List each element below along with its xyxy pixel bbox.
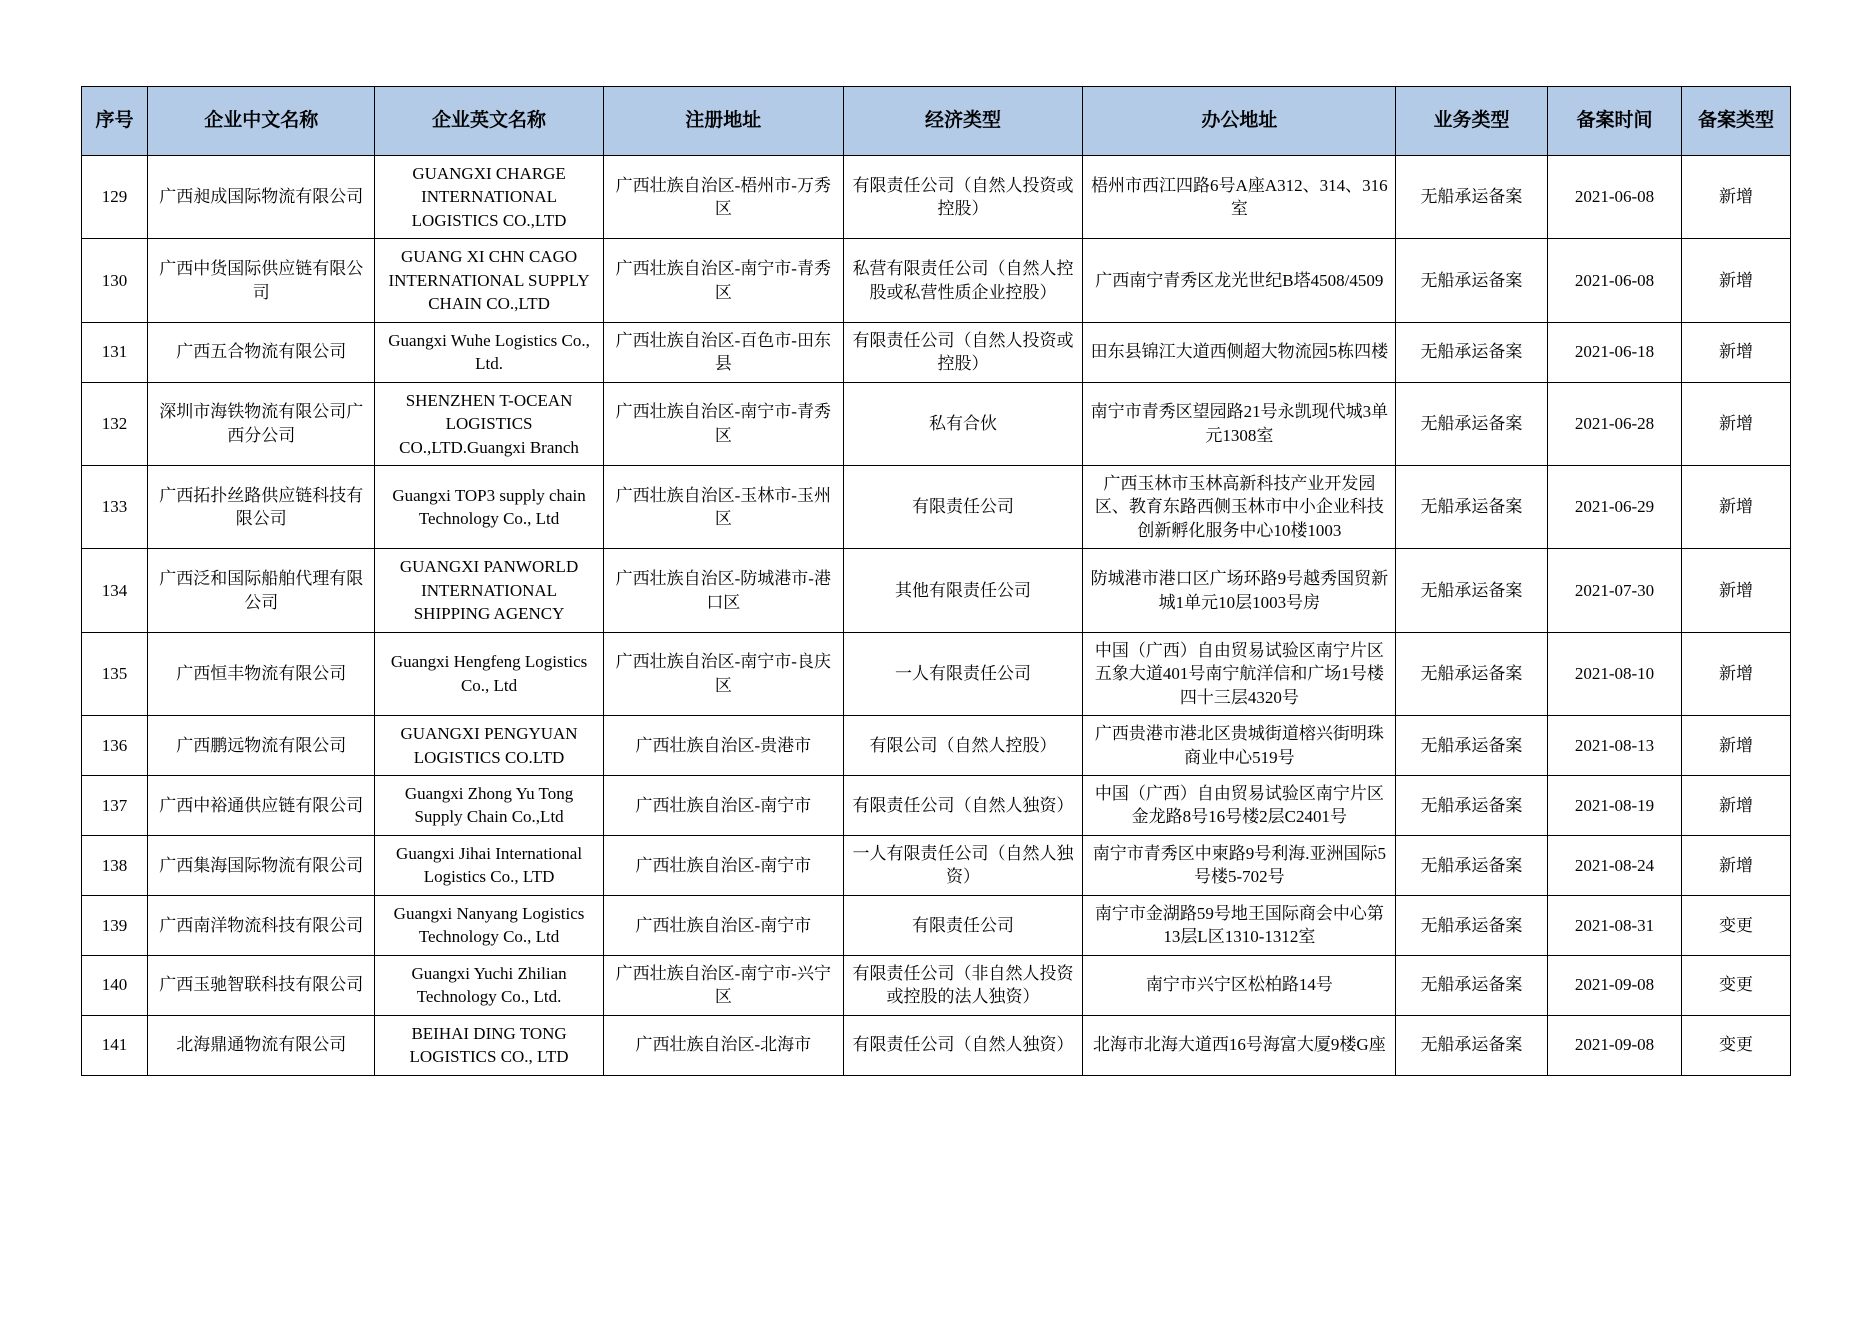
cell-index: 141 [81, 1015, 148, 1075]
cell-record-type: 新增 [1682, 465, 1790, 548]
cell-index: 132 [81, 382, 148, 465]
cell-index: 137 [81, 775, 148, 835]
cell-economic-type: 有限责任公司 [843, 895, 1083, 955]
cell-office-address: 南宁市青秀区望园路21号永凯现代城3单元1308室 [1083, 382, 1396, 465]
cell-cn-name: 广西昶成国际物流有限公司 [148, 156, 375, 239]
cell-office-address: 防城港市港口区广场环路9号越秀国贸新城1单元10层1003号房 [1083, 549, 1396, 632]
cell-record-type: 变更 [1682, 955, 1790, 1015]
cell-en-name: GUANGXI PENGYUAN LOGISTICS CO.LTD [375, 716, 604, 776]
cell-economic-type: 私营有限责任公司（自然人控股或私营性质企业控股） [843, 239, 1083, 322]
cell-office-address: 中国（广西）自由贸易试验区南宁片区金龙路8号16号楼2层C2401号 [1083, 775, 1396, 835]
cell-business-type: 无船承运备案 [1396, 895, 1547, 955]
cell-registered-address: 广西壮族自治区-南宁市 [603, 775, 843, 835]
cell-registered-address: 广西壮族自治区-梧州市-万秀区 [603, 156, 843, 239]
cell-en-name: Guangxi Nanyang Logistics Technology Co., Ltd [375, 895, 604, 955]
cell-record-date: 2021-06-29 [1547, 465, 1682, 548]
cell-record-type: 新增 [1682, 549, 1790, 632]
cell-registered-address: 广西壮族自治区-南宁市-兴宁区 [603, 955, 843, 1015]
cell-en-name: Guangxi Hengfeng Logistics Co., Ltd [375, 632, 604, 715]
cell-record-type: 新增 [1682, 382, 1790, 465]
cell-en-name: Guangxi TOP3 supply chain Technology Co., Ltd [375, 465, 604, 548]
cell-registered-address: 广西壮族自治区-贵港市 [603, 716, 843, 776]
cell-economic-type: 有限责任公司（非自然人投资或控股的法人独资） [843, 955, 1083, 1015]
cell-cn-name: 广西集海国际物流有限公司 [148, 835, 375, 895]
cell-index: 134 [81, 549, 148, 632]
cell-office-address: 中国（广西）自由贸易试验区南宁片区五象大道401号南宁航洋信和广场1号楼四十三层4320号 [1083, 632, 1396, 715]
cell-index: 135 [81, 632, 148, 715]
cell-business-type: 无船承运备案 [1396, 716, 1547, 776]
cell-record-date: 2021-06-08 [1547, 156, 1682, 239]
cell-office-address: 广西南宁青秀区龙光世纪B塔4508/4509 [1083, 239, 1396, 322]
cell-record-type: 新增 [1682, 632, 1790, 715]
cell-record-date: 2021-06-28 [1547, 382, 1682, 465]
cell-registered-address: 广西壮族自治区-南宁市-青秀区 [603, 382, 843, 465]
table-row [81, 465, 1790, 548]
cell-office-address: 梧州市西江四路6号A座A312、314、316室 [1083, 156, 1396, 239]
cell-en-name: Guangxi Zhong Yu Tong Supply Chain Co.,Ltd [375, 775, 604, 835]
column-header-en-name: 企业英文名称 [375, 87, 604, 156]
cell-business-type: 无船承运备案 [1396, 1015, 1547, 1075]
column-header-record-type: 备案类型 [1682, 87, 1790, 156]
cell-registered-address: 广西壮族自治区-南宁市 [603, 835, 843, 895]
cell-en-name: GUANG XI CHN CAGO INTERNATIONAL SUPPLY CHAIN CO.,LTD [375, 239, 604, 322]
cell-economic-type: 有限责任公司（自然人投资或控股） [843, 322, 1083, 382]
table-header-row [81, 87, 1790, 156]
table-row [81, 955, 1790, 1015]
column-header-economic-type: 经济类型 [843, 87, 1083, 156]
cell-economic-type: 有限责任公司（自然人独资） [843, 775, 1083, 835]
table-row [81, 1015, 1790, 1075]
cell-registered-address: 广西壮族自治区-北海市 [603, 1015, 843, 1075]
cell-record-type: 新增 [1682, 775, 1790, 835]
cell-business-type: 无船承运备案 [1396, 465, 1547, 548]
cell-index: 129 [81, 156, 148, 239]
column-header-cn-name: 企业中文名称 [148, 87, 375, 156]
cell-index: 140 [81, 955, 148, 1015]
table-row [81, 632, 1790, 715]
cell-business-type: 无船承运备案 [1396, 156, 1547, 239]
cell-registered-address: 广西壮族自治区-南宁市 [603, 895, 843, 955]
cell-en-name: BEIHAI DING TONG LOGISTICS CO., LTD [375, 1015, 604, 1075]
cell-record-date: 2021-08-13 [1547, 716, 1682, 776]
cell-index: 133 [81, 465, 148, 548]
table-row [81, 716, 1790, 776]
cell-office-address: 北海市北海大道西16号海富大厦9楼G座 [1083, 1015, 1396, 1075]
cell-record-type: 新增 [1682, 239, 1790, 322]
cell-economic-type: 一人有限责任公司 [843, 632, 1083, 715]
table-row [81, 322, 1790, 382]
cell-record-type: 新增 [1682, 716, 1790, 776]
cell-registered-address: 广西壮族自治区-南宁市-青秀区 [603, 239, 843, 322]
cell-office-address: 南宁市青秀区中柬路9号利海.亚洲国际5号楼5-702号 [1083, 835, 1396, 895]
column-header-index: 序号 [81, 87, 148, 156]
cell-index: 130 [81, 239, 148, 322]
cell-record-date: 2021-09-08 [1547, 955, 1682, 1015]
cell-office-address: 南宁市金湖路59号地王国际商会中心第13层L区1310-1312室 [1083, 895, 1396, 955]
table-row [81, 239, 1790, 322]
cell-business-type: 无船承运备案 [1396, 775, 1547, 835]
cell-cn-name: 广西南洋物流科技有限公司 [148, 895, 375, 955]
cell-business-type: 无船承运备案 [1396, 382, 1547, 465]
cell-record-date: 2021-08-24 [1547, 835, 1682, 895]
column-header-record-date: 备案时间 [1547, 87, 1682, 156]
table-row [81, 382, 1790, 465]
cell-record-date: 2021-06-18 [1547, 322, 1682, 382]
table-row [81, 156, 1790, 239]
cell-record-date: 2021-06-08 [1547, 239, 1682, 322]
cell-cn-name: 广西玉驰智联科技有限公司 [148, 955, 375, 1015]
cell-economic-type: 有限责任公司（自然人独资） [843, 1015, 1083, 1075]
cell-cn-name: 广西中货国际供应链有限公司 [148, 239, 375, 322]
cell-record-type: 新增 [1682, 322, 1790, 382]
cell-cn-name: 北海鼎通物流有限公司 [148, 1015, 375, 1075]
table-row [81, 549, 1790, 632]
column-header-registered-address: 注册地址 [603, 87, 843, 156]
cell-record-date: 2021-08-31 [1547, 895, 1682, 955]
cell-economic-type: 有限责任公司（自然人投资或控股） [843, 156, 1083, 239]
cell-record-type: 变更 [1682, 1015, 1790, 1075]
table-row [81, 835, 1790, 895]
cell-cn-name: 广西拓扑丝路供应链科技有限公司 [148, 465, 375, 548]
cell-registered-address: 广西壮族自治区-百色市-田东县 [603, 322, 843, 382]
cell-en-name: Guangxi Wuhe Logistics Co., Ltd. [375, 322, 604, 382]
column-header-business-type: 业务类型 [1396, 87, 1547, 156]
cell-record-date: 2021-08-19 [1547, 775, 1682, 835]
cell-economic-type: 其他有限责任公司 [843, 549, 1083, 632]
cell-record-date: 2021-09-08 [1547, 1015, 1682, 1075]
cell-office-address: 南宁市兴宁区松柏路14号 [1083, 955, 1396, 1015]
cell-registered-address: 广西壮族自治区-南宁市-良庆区 [603, 632, 843, 715]
cell-economic-type: 有限责任公司 [843, 465, 1083, 548]
table-body [81, 156, 1790, 1076]
cell-cn-name: 深圳市海铁物流有限公司广西分公司 [148, 382, 375, 465]
cell-office-address: 广西玉林市玉林高新科技产业开发园区、教育东路西侧玉林市中小企业科技创新孵化服务中心10楼1003 [1083, 465, 1396, 548]
cell-business-type: 无船承运备案 [1396, 549, 1547, 632]
cell-index: 131 [81, 322, 148, 382]
enterprise-record-table [81, 86, 1791, 1076]
cell-record-date: 2021-07-30 [1547, 549, 1682, 632]
cell-business-type: 无船承运备案 [1396, 835, 1547, 895]
cell-index: 139 [81, 895, 148, 955]
cell-en-name: Guangxi Yuchi Zhilian Technology Co., Ltd. [375, 955, 604, 1015]
cell-economic-type: 私有合伙 [843, 382, 1083, 465]
cell-cn-name: 广西泛和国际船舶代理有限公司 [148, 549, 375, 632]
table-row [81, 775, 1790, 835]
cell-registered-address: 广西壮族自治区-防城港市-港口区 [603, 549, 843, 632]
cell-economic-type: 一人有限责任公司（自然人独资） [843, 835, 1083, 895]
cell-record-type: 新增 [1682, 156, 1790, 239]
cell-office-address: 田东县锦江大道西侧超大物流园5栋四楼 [1083, 322, 1396, 382]
cell-record-date: 2021-08-10 [1547, 632, 1682, 715]
cell-index: 136 [81, 716, 148, 776]
cell-office-address: 广西贵港市港北区贵城街道榕兴街明珠商业中心519号 [1083, 716, 1396, 776]
cell-en-name: SHENZHEN T-OCEAN LOGISTICS CO.,LTD.Guangxi Branch [375, 382, 604, 465]
cell-business-type: 无船承运备案 [1396, 955, 1547, 1015]
cell-index: 138 [81, 835, 148, 895]
cell-registered-address: 广西壮族自治区-玉林市-玉州区 [603, 465, 843, 548]
cell-record-type: 新增 [1682, 835, 1790, 895]
cell-economic-type: 有限公司（自然人控股） [843, 716, 1083, 776]
cell-cn-name: 广西五合物流有限公司 [148, 322, 375, 382]
column-header-office-address: 办公地址 [1083, 87, 1396, 156]
table-row [81, 895, 1790, 955]
cell-en-name: Guangxi Jihai International Logistics Co., LTD [375, 835, 604, 895]
cell-en-name: GUANGXI CHARGE INTERNATIONAL LOGISTICS CO.,LTD [375, 156, 604, 239]
cell-cn-name: 广西鹏远物流有限公司 [148, 716, 375, 776]
cell-cn-name: 广西中裕通供应链有限公司 [148, 775, 375, 835]
cell-en-name: GUANGXI PANWORLD INTERNATIONAL SHIPPING AGENCY [375, 549, 604, 632]
cell-business-type: 无船承运备案 [1396, 239, 1547, 322]
cell-business-type: 无船承运备案 [1396, 632, 1547, 715]
cell-record-type: 变更 [1682, 895, 1790, 955]
cell-cn-name: 广西恒丰物流有限公司 [148, 632, 375, 715]
cell-business-type: 无船承运备案 [1396, 322, 1547, 382]
